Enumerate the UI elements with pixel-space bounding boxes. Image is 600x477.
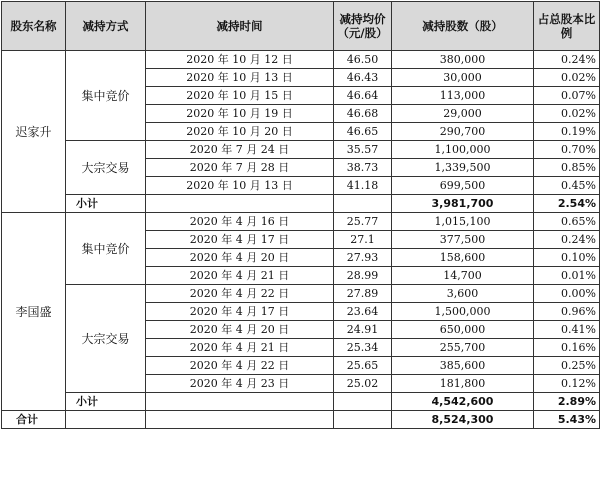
price-cell: 28.99 bbox=[334, 267, 392, 285]
empty-cell bbox=[334, 195, 392, 213]
price-cell: 46.43 bbox=[334, 69, 392, 87]
date-cell: 2020 年 7 月 28 日 bbox=[146, 159, 334, 177]
ratio-cell: 0.96% bbox=[534, 303, 600, 321]
price-cell: 25.02 bbox=[334, 375, 392, 393]
price-cell: 46.64 bbox=[334, 87, 392, 105]
shares-cell: 158,600 bbox=[392, 249, 534, 267]
ratio-cell: 0.65% bbox=[534, 213, 600, 231]
total-label: 合计 bbox=[2, 411, 66, 429]
empty-cell bbox=[146, 393, 334, 411]
subtotal-label: 小计 bbox=[66, 195, 146, 213]
ratio-cell: 0.24% bbox=[534, 51, 600, 69]
empty-cell bbox=[66, 411, 146, 429]
empty-cell bbox=[146, 195, 334, 213]
date-cell: 2020 年 10 月 15 日 bbox=[146, 87, 334, 105]
ratio-cell: 0.24% bbox=[534, 231, 600, 249]
ratio-cell: 0.10% bbox=[534, 249, 600, 267]
date-cell: 2020 年 4 月 20 日 bbox=[146, 249, 334, 267]
shares-cell: 255,700 bbox=[392, 339, 534, 357]
shares-cell: 3,600 bbox=[392, 285, 534, 303]
header-row bbox=[2, 2, 600, 51]
reduction-method: 集中竞价 bbox=[66, 51, 146, 141]
ratio-cell: 0.02% bbox=[534, 105, 600, 123]
date-cell: 2020 年 4 月 21 日 bbox=[146, 267, 334, 285]
date-cell: 2020 年 4 月 20 日 bbox=[146, 321, 334, 339]
price-cell: 27.89 bbox=[334, 285, 392, 303]
shares-cell: 699,500 bbox=[392, 177, 534, 195]
shares-cell: 385,600 bbox=[392, 357, 534, 375]
price-cell: 23.64 bbox=[334, 303, 392, 321]
price-cell: 46.65 bbox=[334, 123, 392, 141]
holder-name: 李国盛 bbox=[2, 213, 66, 411]
shares-cell: 14,700 bbox=[392, 267, 534, 285]
total-shares: 8,524,300 bbox=[392, 411, 534, 429]
price-cell: 46.68 bbox=[334, 105, 392, 123]
empty-cell bbox=[334, 411, 392, 429]
header-shares: 减持股数（股） bbox=[392, 2, 534, 51]
shares-cell: 1,015,100 bbox=[392, 213, 534, 231]
table-row bbox=[2, 285, 600, 303]
date-cell: 2020 年 4 月 23 日 bbox=[146, 375, 334, 393]
price-cell: 41.18 bbox=[334, 177, 392, 195]
ratio-cell: 0.45% bbox=[534, 177, 600, 195]
ratio-cell: 0.19% bbox=[534, 123, 600, 141]
empty-cell bbox=[334, 393, 392, 411]
ratio-cell: 0.07% bbox=[534, 87, 600, 105]
header-ratio: 占总股本比例 bbox=[534, 2, 600, 51]
shares-cell: 181,800 bbox=[392, 375, 534, 393]
price-cell: 25.77 bbox=[334, 213, 392, 231]
price-cell: 27.1 bbox=[334, 231, 392, 249]
date-cell: 2020 年 4 月 22 日 bbox=[146, 285, 334, 303]
ratio-cell: 0.25% bbox=[534, 357, 600, 375]
shares-cell: 1,339,500 bbox=[392, 159, 534, 177]
header-price: 减持均价（元/股） bbox=[334, 2, 392, 51]
reduction-method: 集中竞价 bbox=[66, 213, 146, 285]
table-row bbox=[2, 213, 600, 231]
price-cell: 24.91 bbox=[334, 321, 392, 339]
date-cell: 2020 年 4 月 16 日 bbox=[146, 213, 334, 231]
ratio-cell: 0.41% bbox=[534, 321, 600, 339]
subtotal-ratio: 2.54% bbox=[534, 195, 600, 213]
reduction-method: 大宗交易 bbox=[66, 285, 146, 393]
subtotal-shares: 4,542,600 bbox=[392, 393, 534, 411]
date-cell: 2020 年 10 月 19 日 bbox=[146, 105, 334, 123]
ratio-cell: 0.01% bbox=[534, 267, 600, 285]
shares-cell: 1,100,000 bbox=[392, 141, 534, 159]
table-row bbox=[2, 51, 600, 69]
subtotal-row bbox=[2, 393, 600, 411]
ratio-cell: 0.85% bbox=[534, 159, 600, 177]
price-cell: 27.93 bbox=[334, 249, 392, 267]
shares-cell: 380,000 bbox=[392, 51, 534, 69]
table-row bbox=[2, 141, 600, 159]
date-cell: 2020 年 10 月 12 日 bbox=[146, 51, 334, 69]
subtotal-label: 小计 bbox=[66, 393, 146, 411]
shares-cell: 30,000 bbox=[392, 69, 534, 87]
reduction-method: 大宗交易 bbox=[66, 141, 146, 195]
header-holder: 股东名称 bbox=[2, 2, 66, 51]
header-method: 减持方式 bbox=[66, 2, 146, 51]
date-cell: 2020 年 10 月 13 日 bbox=[146, 69, 334, 87]
shares-cell: 29,000 bbox=[392, 105, 534, 123]
holder-name: 迟家升 bbox=[2, 51, 66, 213]
ratio-cell: 0.00% bbox=[534, 285, 600, 303]
ratio-cell: 0.16% bbox=[534, 339, 600, 357]
price-cell: 35.57 bbox=[334, 141, 392, 159]
price-cell: 25.65 bbox=[334, 357, 392, 375]
date-cell: 2020 年 10 月 20 日 bbox=[146, 123, 334, 141]
share-reduction-table bbox=[1, 1, 600, 429]
date-cell: 2020 年 4 月 22 日 bbox=[146, 357, 334, 375]
date-cell: 2020 年 4 月 21 日 bbox=[146, 339, 334, 357]
total-ratio: 5.43% bbox=[534, 411, 600, 429]
ratio-cell: 0.70% bbox=[534, 141, 600, 159]
ratio-cell: 0.12% bbox=[534, 375, 600, 393]
price-cell: 38.73 bbox=[334, 159, 392, 177]
date-cell: 2020 年 4 月 17 日 bbox=[146, 303, 334, 321]
empty-cell bbox=[146, 411, 334, 429]
shares-cell: 377,500 bbox=[392, 231, 534, 249]
shares-cell: 113,000 bbox=[392, 87, 534, 105]
subtotal-row bbox=[2, 195, 600, 213]
shares-cell: 1,500,000 bbox=[392, 303, 534, 321]
price-cell: 25.34 bbox=[334, 339, 392, 357]
price-cell: 46.50 bbox=[334, 51, 392, 69]
shares-cell: 290,700 bbox=[392, 123, 534, 141]
subtotal-shares: 3,981,700 bbox=[392, 195, 534, 213]
date-cell: 2020 年 7 月 24 日 bbox=[146, 141, 334, 159]
ratio-cell: 0.02% bbox=[534, 69, 600, 87]
total-row bbox=[2, 411, 600, 429]
subtotal-ratio: 2.89% bbox=[534, 393, 600, 411]
date-cell: 2020 年 4 月 17 日 bbox=[146, 231, 334, 249]
date-cell: 2020 年 10 月 13 日 bbox=[146, 177, 334, 195]
header-date: 减持时间 bbox=[146, 2, 334, 51]
shares-cell: 650,000 bbox=[392, 321, 534, 339]
